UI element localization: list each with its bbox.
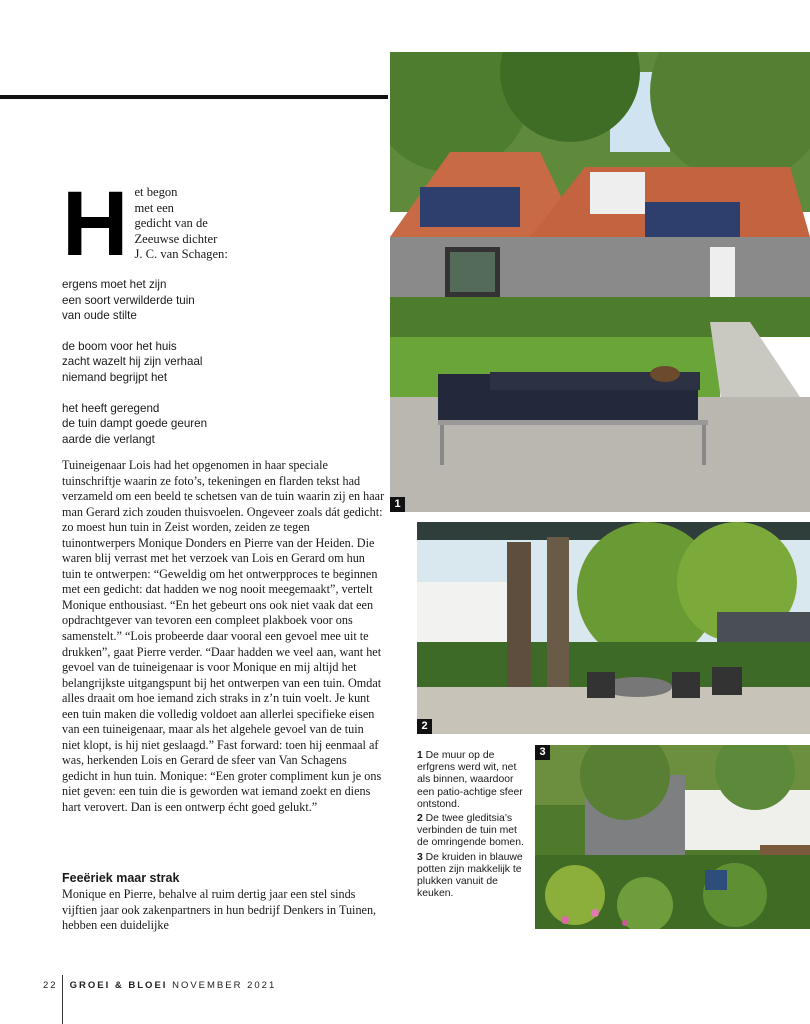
subheading: Feeëriek maar strak: [62, 871, 180, 885]
patio-illustration: [417, 522, 810, 734]
patio-photo: [417, 522, 810, 734]
intro-line: J. C. van Schagen:: [134, 247, 228, 262]
caption: [417, 813, 527, 850]
caption-text: De kruiden in blauwe potten zijn makkelijk te plukken vanuit de keuken.: [417, 851, 523, 900]
poem-line: ergens moet het zijn: [62, 278, 167, 291]
caption: [417, 750, 527, 811]
herbs-illustration: [535, 745, 810, 929]
poem-stanza: [62, 277, 382, 324]
herbs-photo: [535, 745, 810, 929]
poem-line: de boom voor het huis: [62, 339, 177, 353]
caption-text: De muur op de erfgrens werd wit, net als binnen, waardoor een patio-achtige sfeer ontstond.: [417, 750, 523, 810]
poem-line: een soort verwilderde tuin: [62, 293, 195, 307]
photo-number: 3: [535, 745, 550, 760]
caption-number: 1: [417, 750, 423, 761]
intro-line: gedicht van de: [134, 216, 208, 231]
page-number: 22: [43, 980, 58, 991]
caption-number: 3: [417, 851, 423, 863]
page-footer: [43, 980, 276, 991]
garden-house-photo: [390, 52, 810, 512]
poem: [62, 277, 382, 462]
top-rule: [0, 95, 388, 99]
photo-number: 1: [390, 497, 405, 512]
poem-line: aarde die verlangt: [62, 432, 155, 446]
caption-text: De twee gleditsia’s verbinden de tuin met de omringende bomen.: [417, 813, 524, 849]
poem-stanza: [62, 401, 382, 448]
intro-line: et begon: [134, 185, 178, 199]
poem-stanza: [62, 339, 382, 386]
body-text-continued: Monique en Pierre, behalve al ruim dertig jaar een stel sinds vijftien jaar ook zakenpartners in hun bedrijf Denkers in Tuinen, hebben een duidelijke: [62, 887, 377, 933]
photo-captions: [417, 750, 527, 902]
intro-line: met een: [134, 200, 174, 215]
intro-paragraph: [62, 173, 382, 275]
garden-house-illustration: [390, 52, 810, 512]
magazine-name: GROEI & BLOEI: [69, 980, 168, 991]
body-text: Tuineigenaar Lois had het opgenomen in haar speciale tuinschriftje waarin ze foto’s, tekeningen en flarden tekst had verzameld om een beeld te schetsen van de tuin waarin zij en haar man Gerard zich zouden thuisvoelen. Ongeveer zoals dát gedicht: zo moest hun tuin in Zeist worden, zeiden ze tegen tuinontwerpers Monique Donders en Pierre van der Heiden. Die waren blij verrast met het verzoek van Lois en Gerard om hun tuin te ontwerpen: “Geweldig om het ontwerpproces te beginnen met een gedicht: dat hadden we nog nooit meegemaakt”, vertelt Monique enthousiast. “En het gebeurt ons ook niet vaak dat een opdrachtgever van tevoren een compleet plakboek voor ons samenstelt.” “Lois probeerde daar vooral een gevoel mee uit te drukken”, gaat Pierre verder. “Daar hadden we veel aan, want het gevoel van de tuineigenaar is voor Monique en mij altijd het belangrijkste uitgangspunt bij het ontwerpen van een tuin. Omdat alles draait om hoe iemand zich straks in z’n tuin voelt. Je kunt een tuin maken die volledig voldoet aan allerlei specifieke eisen van een tuineigenaar, maar als het algehele gevoel van de tuin niet klopt, is hij niet geslaagd.” Fast forward: toen hij eenmaal af was, herkenden Lois en Gerard de sfeer van Van Schagens gedicht in hun tuin. Monique: “Een groter compliment kun je ons niet geven: een tuin die is geworden wat iemand zoekt en diens hart verovert. Dan is een ontwerp écht goed gelukt.”: [62, 458, 385, 815]
caption-number: 2: [417, 813, 423, 825]
intro-line: Zeeuwse dichter: [134, 231, 218, 246]
poem-line: niemand begrijpt het: [62, 370, 168, 384]
poem-line: van oude stilte: [62, 309, 137, 323]
photo-number: 2: [417, 719, 432, 734]
drop-cap: H: [62, 173, 129, 275]
poem-line: de tuin dampt goede geuren: [62, 417, 208, 431]
poem-line: het heeft geregend: [62, 401, 160, 415]
caption: [417, 852, 527, 901]
poem-line: zacht wazelt hij zijn verhaal: [62, 355, 203, 369]
issue-date: NOVEMBER 2021: [172, 980, 277, 991]
